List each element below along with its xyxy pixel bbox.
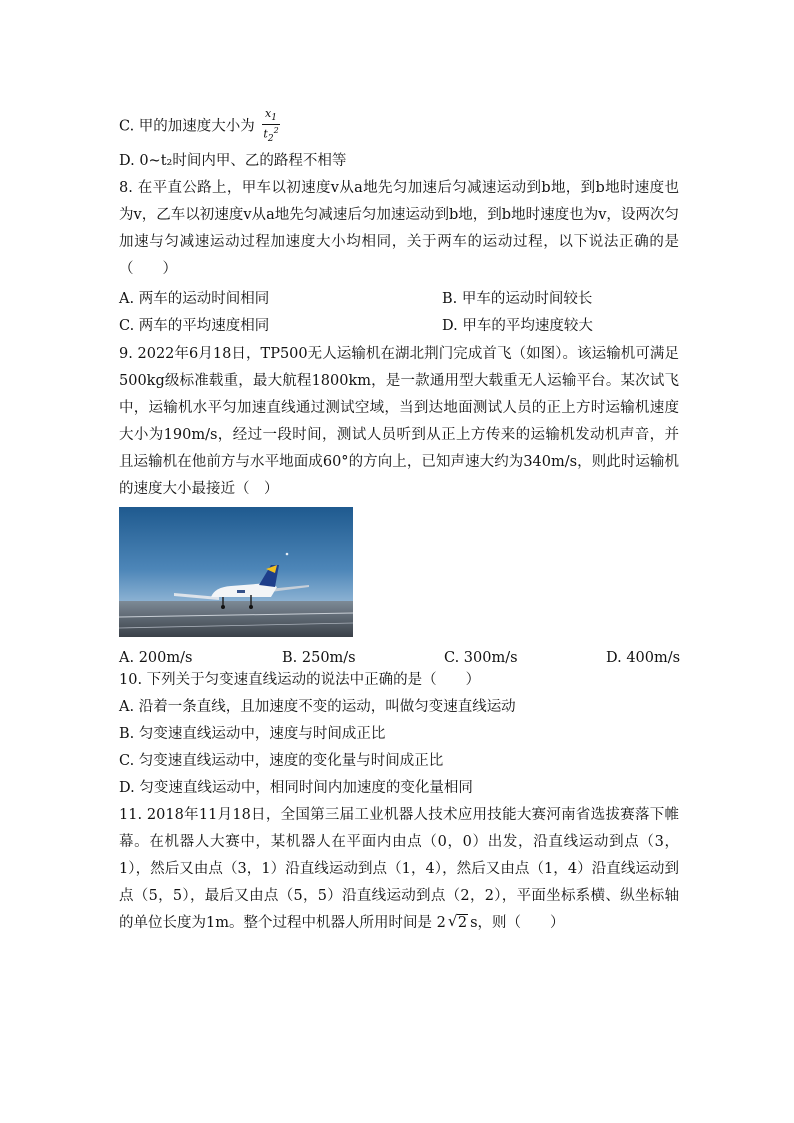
tp500-airplane-photo — [119, 507, 353, 637]
q8-option-b: B. 甲车的运动时间较长 — [442, 291, 593, 307]
q8-stem: 8. 在平直公路上，甲车以初速度v从a地先匀加速后匀减速运动到b地，到b地时速度也为v，乙车以初速度v从a地先匀减速后匀加速运动到b地，到b地时速度也为v，设两次匀加速与匀减速运动过程加速度大小均相同，关于两车的运动过程，以下说法正确的是（ ） — [119, 180, 679, 277]
q9-option-a: A. 200m/s — [119, 650, 193, 666]
q10-option-a: A. 沿着一条直线，且加速度不变的运动，叫做匀变速直线运动 — [119, 699, 516, 715]
q9-option-d: D. 400m/s — [606, 650, 681, 666]
q11-stem-text: 11. 2018年11月18日，全国第三届工业机器人技术应用技能大赛河南省选拔赛落下帷幕。在机器人大赛中，某机器人在平面内由点（0，0）出发，沿直线运动到点（3，1），然后又由点（3，1）沿直线运动到点（1，4），然后又由点（1，4）沿直线运动到点（5，5），最后又由点（5，5）沿直线运动到点（2，2），平面坐标系横、纵坐标轴的单位长度为1m。整个过程中机器人所用时间是 — [119, 807, 679, 931]
q11-stem — [119, 802, 679, 937]
q11-stem-end: s，则（ ） — [470, 915, 565, 931]
q10-option-c: C. 匀变速直线运动中，速度的变化量与时间成正比 — [119, 753, 444, 769]
q11-sqrt: √ 2 — [447, 912, 468, 931]
q7-option-c — [119, 108, 280, 145]
q10-stem: 10. 下列关于匀变速直线运动的说法中正确的是（ ） — [119, 672, 481, 688]
q9-stem: 9. 2022年6月18日，TP500无人运输机在湖北荆门完成首飞（如图）。该运输机可满足500kg级标准载重，最大航程1800km，是一款通用型大载重无人运输平台。某次试飞中，运输机水平匀加速直线通过测试空域，当到达地面测试人员的正上方时运输机速度大小为190m/s，经过一段时间，测试人员听到从正上方传来的运输机发动机声音，并且运输机在他前方与水平地面成60°的方向上，已知声速大约为340m/s，则此时运输机的速度大小最接近（ ） — [119, 346, 679, 497]
q9-option-c: C. 300m/s — [444, 650, 518, 666]
q10-option-d: D. 匀变速直线运动中，相同时间内加速度的变化量相同 — [119, 780, 473, 796]
q10-option-b: B. 匀变速直线运动中，速度与时间成正比 — [119, 726, 386, 742]
q9-option-b: B. 250m/s — [282, 650, 356, 666]
q7-option-d: D. 0~t₂时间内甲、乙的路程不相等 — [119, 153, 347, 169]
q11-time-coefficient: 2 — [436, 915, 446, 931]
q8-option-c: C. 两车的平均速度相同 — [119, 318, 270, 334]
q8-option-d: D. 甲车的平均速度较大 — [442, 318, 593, 334]
q7-option-c-text: C. 甲的加速度大小为 — [119, 118, 255, 135]
q7-option-c-fraction: $\frac{x_1}{t_2^2}$ — [263, 107, 279, 145]
q8-option-a: A. 两车的运动时间相同 — [119, 291, 270, 307]
